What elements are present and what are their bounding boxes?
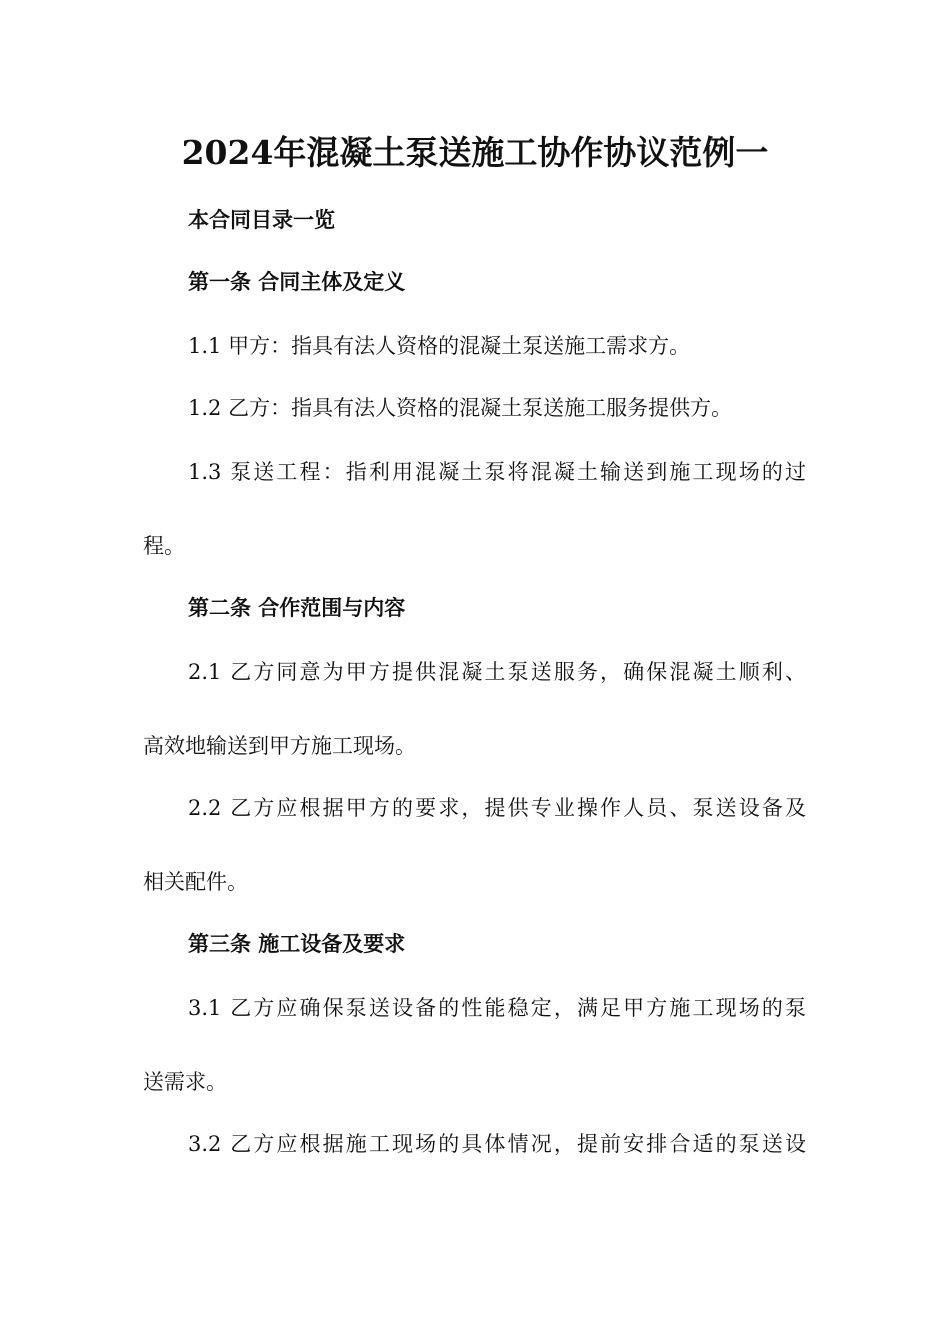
clause-1-3-cont: 程。 — [143, 534, 185, 558]
document-title: 2024年混凝土泵送施工协作协议范例一 — [181, 133, 769, 172]
clause-1-3: 1.3 泵送工程：指利用混凝土泵将混凝土输送到施工现场的过 — [188, 460, 806, 484]
clause-1-1: 1.1 甲方：指具有法人资格的混凝土泵送施工需求方。 — [188, 334, 691, 358]
clause-2-2: 2.2 乙方应根据甲方的要求，提供专业操作人员、泵送设备及 — [188, 796, 806, 820]
clause-3-2: 3.2 乙方应根据施工现场的具体情况，提前安排合适的泵送设 — [188, 1132, 806, 1156]
clause-2-2-cont: 相关配件。 — [143, 870, 248, 894]
article-1-heading: 第一条 合同主体及定义 — [188, 269, 406, 294]
toc-heading: 本合同目录一览 — [188, 207, 335, 232]
clause-1-2: 1.2 乙方：指具有法人资格的混凝土泵送施工服务提供方。 — [188, 396, 733, 420]
clause-3-1: 3.1 乙方应确保泵送设备的性能稳定，满足甲方施工现场的泵 — [188, 996, 806, 1020]
clause-2-1-cont: 高效地输送到甲方施工现场。 — [143, 734, 416, 758]
article-3-heading: 第三条 施工设备及要求 — [188, 931, 406, 956]
clause-2-1: 2.1 乙方同意为甲方提供混凝土泵送服务，确保混凝土顺利、 — [188, 660, 806, 684]
article-2-heading: 第二条 合作范围与内容 — [188, 595, 406, 620]
clause-3-1-cont: 送需求。 — [143, 1070, 227, 1094]
